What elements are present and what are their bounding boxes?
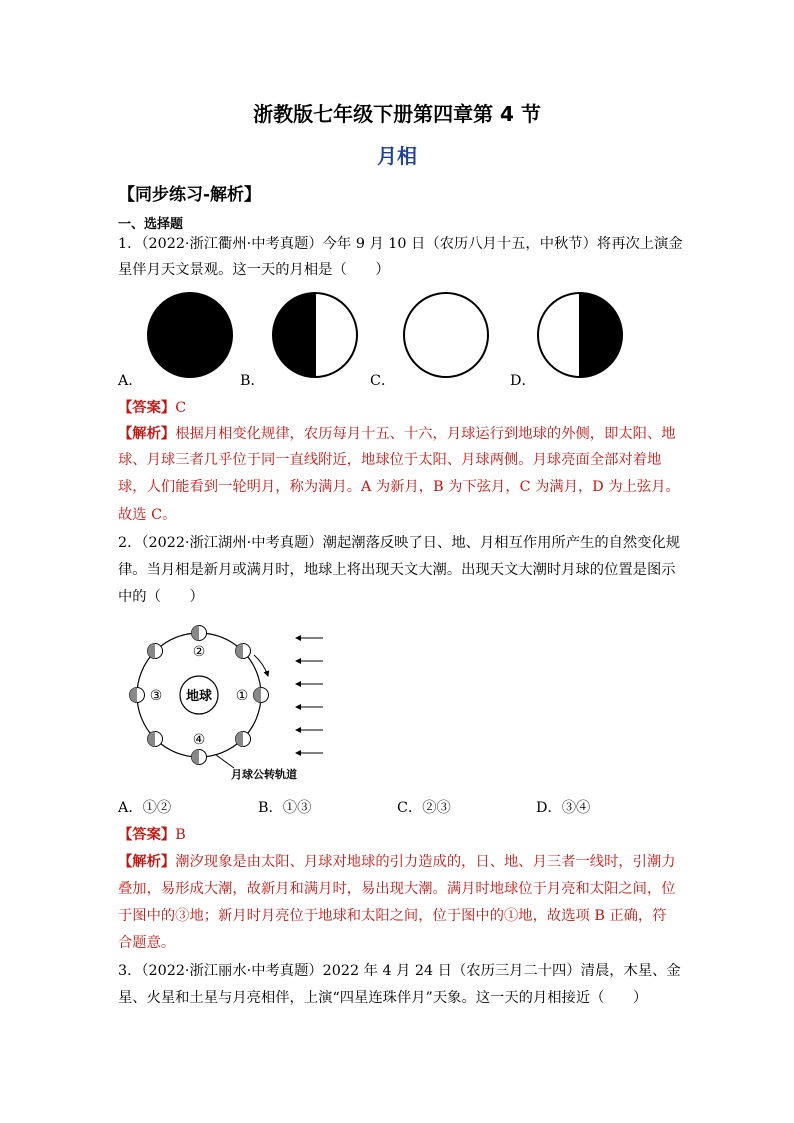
q1-text-line-2: 星伴月天文景观。这一天的月相是（ ）	[118, 262, 390, 278]
answer-tag: 【答案】	[118, 400, 176, 416]
q2-text-line-1: 2．（2022·浙江湖州·中考真题）潮起潮落反映了日、地、月相互作用所产生的自然变化规	[118, 535, 681, 551]
q2-option-d: D．③④	[536, 800, 591, 816]
sunlight-arrows	[296, 638, 323, 753]
q1-answer	[118, 395, 678, 421]
q2-option-b: B．①③	[258, 800, 312, 816]
q2-analysis-line-4: 合题意。	[118, 935, 176, 951]
q2-analysis-line-1	[118, 849, 678, 875]
q2-orbit-diagram	[118, 620, 338, 785]
section-heading: 【同步练习-解析】	[118, 185, 262, 205]
q1-option-d: D．	[510, 373, 536, 389]
answer-tag: 【答案】	[118, 827, 176, 843]
moon-phase-a-icon	[148, 293, 232, 377]
q1-analysis-line-4: 故选 C。	[118, 507, 177, 523]
q1-option-a: A．	[118, 373, 143, 389]
q2-text-line-2: 律。当月相是新月或满月时，地球上将出现天文大潮。出现天文大潮时月球的位置是图示	[118, 562, 676, 578]
q3-text-line-1: 3．（2022·浙江丽水·中考真题）2022 年 4 月 24 日（农历三月二十四）清晨，木星、金	[118, 963, 681, 979]
answer-value: C	[175, 400, 187, 416]
q2-answer	[118, 822, 678, 848]
analysis-tag: 【解析】	[118, 426, 176, 442]
position-2-label: ②	[192, 644, 206, 660]
q1-analysis-line-2: 球、月球三者几乎位于同一直线附近，地球位于太阳、月球两侧。月球亮面全部对着地	[118, 452, 662, 468]
q3-text-line-2: 星、火星和土星与月亮相伴，上演“四星连珠伴月”天象。这一天的月相接近（ ）	[118, 990, 648, 1006]
q1-text-line-1: 1．（2022·浙江衢州·中考真题）今年 9 月 10 日（农历八月十五，中秋节）将再次上演金	[118, 236, 683, 252]
q1-analysis-line-3: 球，人们能看到一轮明月，称为满月。A 为新月，B 为下弦月，C 为满月，D 为上弦月。	[118, 479, 680, 495]
answer-value: B	[175, 827, 186, 843]
q1-option-c: C．	[370, 373, 396, 389]
document-title: 浙教版七年级下册第四章第 4 节	[253, 102, 541, 126]
position-3-label: ③	[149, 688, 163, 704]
q1-analysis-line-1	[118, 421, 678, 447]
q2-analysis-line-3: 于图中的③地；新月时月亮位于地球和太阳之间，位于图中的①地，故选项 B 正确，符	[118, 908, 667, 924]
orbit-label: 月球公转轨道	[231, 768, 297, 781]
q2-text-line-3: 中的（ ）	[118, 589, 204, 605]
q2-analysis-line-2: 叠加，易形成大潮，故新月和满月时，易出现大潮。满月时地球位于月亮和太阳之间，位	[118, 881, 676, 897]
earth-label: 地球	[185, 689, 213, 704]
position-4-label: ④	[192, 732, 206, 748]
document-subtitle: 月相	[377, 144, 417, 168]
analysis-text: 根据月相变化规律，农历每月十五、十六，月球运行到地球的外侧，即太阳、地	[175, 426, 676, 442]
moon-phase-b-icon	[273, 293, 357, 377]
q1-moon-phase-figures	[118, 290, 638, 380]
q1-option-b: B．	[240, 373, 265, 389]
question-type-heading: 一、选择题	[118, 217, 184, 232]
moon-phase-c-icon	[404, 293, 488, 377]
position-1-label: ①	[235, 688, 249, 704]
orbit-label-pointer	[216, 755, 234, 768]
q2-option-a: A．①②	[118, 800, 172, 816]
moon-phase-d-icon	[538, 293, 622, 377]
analysis-text: 潮汐现象是由太阳、月球对地球的引力造成的，日、地、月三者一线时，引潮力	[175, 854, 676, 870]
q2-option-c: C．②③	[397, 800, 451, 816]
analysis-tag: 【解析】	[118, 854, 176, 870]
orbit-direction-arrow	[254, 655, 268, 676]
